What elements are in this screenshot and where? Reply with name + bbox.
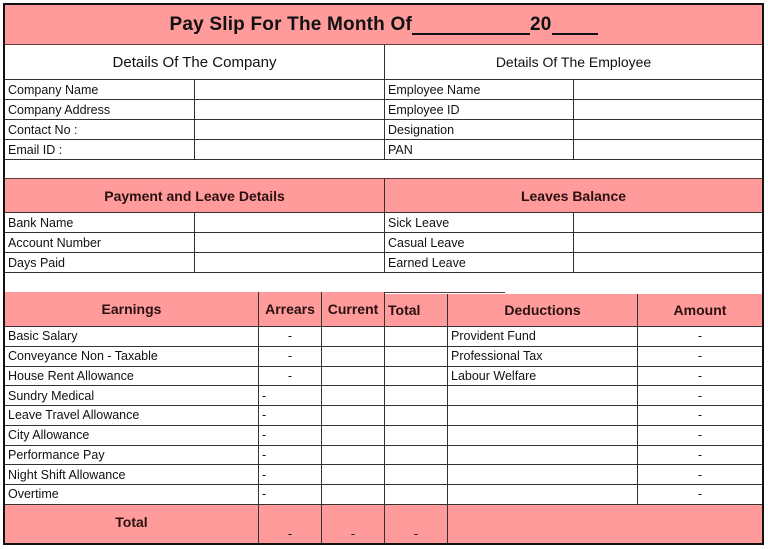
account-number-label: Account Number: [5, 233, 195, 253]
total-value[interactable]: [385, 485, 448, 505]
amount-value[interactable]: -: [638, 426, 762, 446]
arrears-header: [259, 292, 322, 327]
deduction-label: [448, 426, 638, 446]
earnings-header-label: Earnings: [101, 301, 162, 317]
arrears-value[interactable]: -: [259, 426, 322, 446]
employee-id-value[interactable]: [574, 100, 762, 120]
deduction-label: Professional Tax: [448, 347, 638, 367]
total-deductions-value: [448, 505, 762, 543]
current-value[interactable]: [322, 367, 385, 387]
current-value[interactable]: [322, 347, 385, 367]
amount-value[interactable]: -: [638, 327, 762, 347]
current-value[interactable]: [322, 406, 385, 426]
bank-name-value[interactable]: [195, 213, 385, 233]
total-arrears-value: -: [259, 505, 322, 543]
amount-value[interactable]: -: [638, 367, 762, 387]
year-prefix: 20: [529, 13, 552, 35]
arrears-value[interactable]: -: [259, 465, 322, 485]
year-blank-field[interactable]: [552, 15, 598, 35]
arrears-header-label: Arrears: [265, 301, 315, 317]
bank-name-label: Bank Name: [5, 213, 195, 233]
employee-name-value[interactable]: [574, 80, 762, 100]
current-header: [322, 292, 385, 327]
amount-header-label: Amount: [673, 302, 727, 318]
sick-leave-label: Sick Leave: [385, 213, 574, 233]
employee-id-label: Employee ID: [385, 100, 574, 120]
earning-label: Conveyance Non - Taxable: [5, 347, 259, 367]
earning-label: Leave Travel Allowance: [5, 406, 259, 426]
amount-value[interactable]: -: [638, 485, 762, 505]
deduction-label: [448, 465, 638, 485]
total-value[interactable]: [385, 446, 448, 466]
earning-label: Performance Pay: [5, 446, 259, 466]
payment-leave-header: [5, 179, 385, 213]
total-value[interactable]: [385, 347, 448, 367]
deductions-header: [448, 294, 638, 327]
deduction-label: [448, 386, 638, 406]
total-value[interactable]: [385, 386, 448, 406]
company-address-value[interactable]: [195, 100, 385, 120]
spacer-row: [5, 273, 762, 292]
month-blank-field[interactable]: [412, 15, 530, 35]
casual-leave-value[interactable]: [574, 233, 762, 253]
designation-value[interactable]: [574, 120, 762, 140]
total-value[interactable]: [385, 465, 448, 485]
earning-label: City Allowance: [5, 426, 259, 446]
amount-header: [638, 294, 762, 327]
company-name-value[interactable]: [195, 80, 385, 100]
earning-label: Sundry Medical: [5, 386, 259, 406]
earned-leave-label: Earned Leave: [385, 253, 574, 273]
arrears-value[interactable]: -: [259, 386, 322, 406]
earned-leave-value[interactable]: [574, 253, 762, 273]
deductions-header-label: Deductions: [504, 302, 581, 318]
amount-value[interactable]: -: [638, 446, 762, 466]
earning-label: Basic Salary: [5, 327, 259, 347]
payment-leave-header-label: Payment and Leave Details: [104, 187, 285, 204]
current-value[interactable]: [322, 485, 385, 505]
arrears-value[interactable]: -: [259, 485, 322, 505]
total-current-value: -: [322, 505, 385, 543]
title-text: Pay Slip For The Month Of: [169, 13, 412, 35]
arrears-value[interactable]: -: [259, 406, 322, 426]
total-header-label: Total: [388, 302, 421, 318]
total-total-value: -: [385, 505, 448, 543]
contact-no-value[interactable]: [195, 120, 385, 140]
leaves-balance-header: [385, 179, 762, 213]
deduction-label: [448, 485, 638, 505]
pan-label: PAN: [385, 140, 574, 160]
earning-label: Night Shift Allowance: [5, 465, 259, 485]
arrears-value[interactable]: -: [259, 446, 322, 466]
company-address-label: Company Address: [5, 100, 195, 120]
current-header-label: Current: [327, 301, 379, 317]
total-label: Total: [115, 514, 148, 530]
earnings-header: [5, 292, 259, 327]
current-value[interactable]: [322, 386, 385, 406]
employee-details-header: [385, 45, 762, 80]
amount-value[interactable]: -: [638, 465, 762, 485]
total-row-label: [5, 505, 259, 543]
total-value[interactable]: [385, 426, 448, 446]
current-value[interactable]: [322, 465, 385, 485]
casual-leave-label: Casual Leave: [385, 233, 574, 253]
pay-slip-sheet: [3, 3, 764, 545]
email-id-label: Email ID :: [5, 140, 195, 160]
deduction-label: [448, 406, 638, 426]
days-paid-value[interactable]: [195, 253, 385, 273]
email-id-value[interactable]: [195, 140, 385, 160]
deduction-label: Provident Fund: [448, 327, 638, 347]
designation-label: Designation: [385, 120, 574, 140]
leaves-balance-header-label: Leaves Balance: [520, 187, 627, 204]
arrears-value[interactable]: -: [259, 347, 322, 367]
total-value[interactable]: [385, 406, 448, 426]
company-details-header-label: Details Of The Company: [112, 53, 277, 71]
account-number-value[interactable]: [195, 233, 385, 253]
current-value[interactable]: [322, 426, 385, 446]
amount-value[interactable]: -: [638, 386, 762, 406]
deduction-label: Labour Welfare: [448, 367, 638, 387]
deduction-label: [448, 446, 638, 466]
days-paid-label: Days Paid: [5, 253, 195, 273]
pay-slip-title: [5, 5, 762, 45]
current-value[interactable]: [322, 446, 385, 466]
earning-label: House Rent Allowance: [5, 367, 259, 387]
employee-name-label: Employee Name: [385, 80, 574, 100]
earning-label: Overtime: [5, 485, 259, 505]
total-header: [385, 294, 448, 327]
arrears-value[interactable]: -: [259, 327, 322, 347]
sick-leave-value[interactable]: [574, 213, 762, 233]
current-value[interactable]: [322, 327, 385, 347]
pan-value[interactable]: [574, 140, 762, 160]
employee-details-header-label: Details Of The Employee: [495, 54, 652, 70]
company-details-header: [5, 45, 385, 80]
amount-value[interactable]: -: [638, 347, 762, 367]
spacer-row: [5, 160, 762, 179]
total-value[interactable]: [385, 327, 448, 347]
company-name-label: Company Name: [5, 80, 195, 100]
arrears-value[interactable]: -: [259, 367, 322, 387]
total-value[interactable]: [385, 367, 448, 387]
amount-value[interactable]: -: [638, 406, 762, 426]
contact-no-label: Contact No :: [5, 120, 195, 140]
